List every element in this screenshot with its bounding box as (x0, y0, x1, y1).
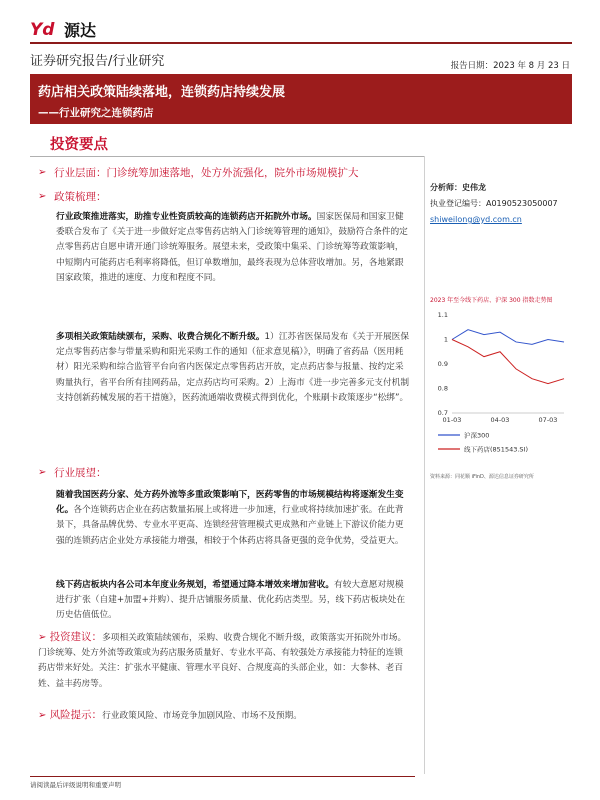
chart-svg (430, 305, 570, 465)
footer-note: 请阅读最后评级说明和重要声明 (30, 781, 121, 789)
logo-mark: Yd (30, 19, 55, 40)
paragraph-text: 行业政策风险、市场竞争加剧风险、市场不及预期。 (102, 711, 302, 721)
paragraph-text: 多项相关政策陆续颁布，采购、收费合规化不断升级，政策落实开拓院外市场。门诊统筹、处方外流等政策或为药店服务质量好、专业水平高、有较强处方承接能力特征的连锁药店带来好处。关注：扩张水平健康、管理水平良好、合规度高的头部企业，如：大参林、老百姓、益丰药房等。 (38, 633, 407, 689)
company-logo (30, 18, 96, 41)
arrow-icon: ➢ (38, 167, 47, 178)
x-tick-label: 01-03 (442, 416, 462, 424)
paragraph-lead: 随着我国医药分家、处方药外流等多重政策影响下，医药零售的市场规模结构将逐渐发生变化。 (56, 490, 404, 516)
report-title: 药店相关政策陆续落地，连锁药店持续发展 (38, 85, 286, 100)
paragraph-investment (38, 630, 410, 692)
bullet-text: 政策梳理： (54, 191, 107, 203)
logo-text: 源达 (64, 21, 97, 40)
header-rule (30, 42, 572, 44)
bullet-text: 行业展望： (54, 467, 107, 479)
series-line-1 (452, 340, 564, 384)
report-date: 报告日期：2023 年 8 月 23 日 (450, 61, 570, 71)
paragraph-lead: 行业政策推进落实，助推专业性资质较高的连锁药店开拓院外市场。 (56, 212, 317, 222)
y-tick-label: 0.7 (437, 409, 448, 417)
title-banner (30, 74, 572, 124)
analyst-name: 分析师：史伟龙 (430, 183, 486, 192)
bullet-policy-review (38, 190, 107, 204)
series-line-0 (452, 330, 564, 345)
analyst-reg: 执业登记编号：A0190523050007 (430, 199, 558, 208)
arrow-icon: ➢ (38, 191, 47, 202)
legend-label-0: 沪深300 (464, 431, 490, 440)
paragraph-text: 有较大意愿对规模进行扩张（自建+加盟+并购）、提升店铺服务质量、优化药店类型。另，线下药店板块处在历史估值低位。 (56, 580, 406, 621)
risk-head: 风险提示： (49, 709, 103, 721)
paragraph-text: 各个连锁药店企业在药店数量拓展上或将进一步加速，行业或将持续加速扩张。在此背景下，具备品牌优势、专业水平更高、连锁经营管理模式更成熟和产业链上下游议价能力更强的连锁药店企业处方承接能力增强，相较于个体药店将具备更强的竞争优势，受益更大。 (56, 505, 404, 546)
x-tick-label: 04-03 (490, 416, 510, 424)
paragraph-lead: 线下药店板块内各公司本年度业务规划，希望通过降本增效来增加营收。 (56, 580, 334, 590)
y-tick-label: 1 (443, 335, 448, 344)
paragraph-lead: 多项相关政策陆续颁布，采购、收费合规化不断升级。 (56, 332, 265, 342)
footer-rule (30, 776, 415, 777)
paragraph-text: 国家医保局和国家卫健委联合发布了《关于进一步做好定点零售药店纳入门诊统筹管理的通知》，鼓励符合条件的定点零售药店自愿申请开通门诊统筹服务。展望未来，受政策中集采、门诊统筹等政策影响，中短期内可能药店毛利率将降低，但订单数增加，最终表现为总体营收增加。另，各地紧跟国家政策，推进的速度、力度和程度不同。 (56, 212, 408, 283)
price-trend-chart (430, 305, 570, 465)
y-tick-label: 1.1 (437, 311, 448, 319)
doc-type: 证券研究报告/行业研究 (30, 54, 165, 69)
bullet-industry-level (38, 166, 424, 180)
bullet-text: 行业层面：门诊统筹加速落地，处方外流强化，院外市场规模扩大 (54, 167, 359, 179)
arrow-icon: ➢ (38, 632, 50, 643)
chart-source: 资料来源：同花顺 iFinD、源达信息证券研究所 (430, 474, 534, 480)
paragraph-1 (56, 210, 410, 286)
x-tick-label: 07-03 (538, 416, 558, 424)
analyst-info (430, 180, 558, 228)
y-tick-label: 0.9 (437, 360, 448, 368)
y-tick-label: 0.8 (437, 384, 448, 393)
paragraph-4 (56, 578, 410, 624)
section-title: 投资要点 (50, 137, 108, 153)
section-divider (30, 156, 424, 157)
report-subtitle: ——行业研究之连锁药店 (38, 107, 154, 119)
arrow-icon: ➢ (38, 710, 50, 721)
paragraph-risk (38, 708, 410, 724)
investment-head: 投资建议： (49, 631, 103, 643)
paragraph-text: 1）江苏省医保局发布《关于开展医保定点零售药店参与带量采购和阳光采购工作的通知（征求意见稿）》，明确了省药品（医用耗材）阳光采购和综合监管平台向省内医保定点零售药店开放，定点药店参与报量、按约定采购量执行，省平台所有挂网药品，定点药店均可采购。2）上海市《进一步完善多元支付机制支持创新药械发展的若干措施》，医药流通端收费模式得到优化，个账刷卡政策逐步“松绑”。 (56, 332, 410, 403)
paragraph-3 (56, 488, 410, 549)
analyst-email[interactable]: shiweilong@yd.com.cn (430, 215, 522, 224)
chart-title: 2023 年至今线下药店、沪深 300 指数走势图 (430, 297, 553, 304)
paragraph-2 (56, 330, 410, 406)
legend-label-1: 线下药店(851543.SI) (464, 445, 528, 454)
bullet-outlook (38, 466, 107, 480)
arrow-icon: ➢ (38, 467, 47, 478)
